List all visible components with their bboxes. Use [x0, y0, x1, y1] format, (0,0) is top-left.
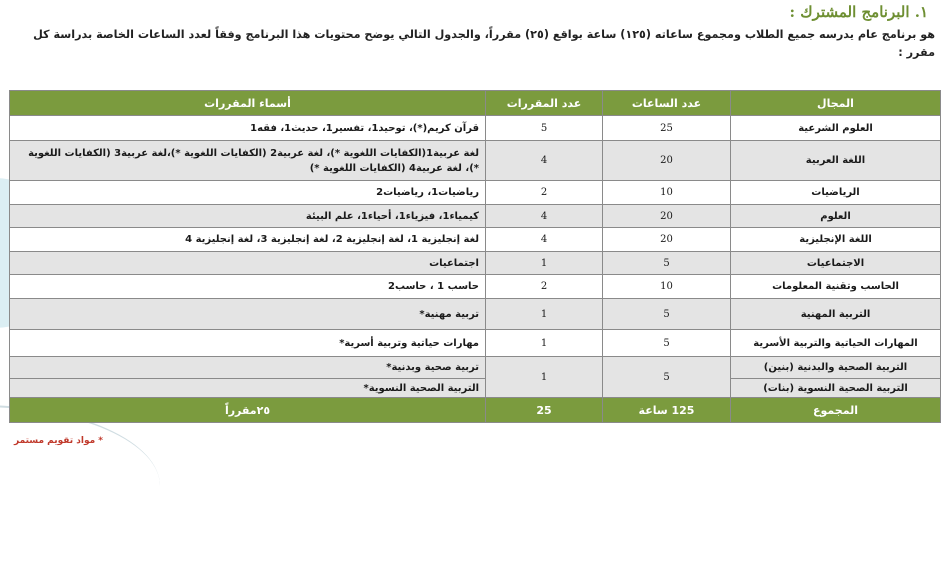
field-cell-boys: التربية الصحية والبدنية (بنين) [731, 357, 941, 379]
count-cell: 4 [486, 205, 603, 228]
field-cell: العلوم [731, 205, 941, 228]
courses-cell-girls: التربية الصحية النسوية* [10, 379, 486, 398]
hours-cell: 25 [603, 116, 731, 141]
courses-cell: لغة عربية1(الكفايات اللغوية *)، لغة عربية2 (الكفايات اللغوية *)،لغة عربية3 (الكفايات اللغوية *)، لغة عربية4 (الكفايات اللغوية *) [10, 141, 486, 181]
courses-cell: رياضيات1، رياضيات2 [10, 181, 486, 205]
table-row [10, 330, 941, 357]
hours-cell: 5 [603, 330, 731, 357]
count-cell: 1 [486, 299, 603, 330]
courses-cell: اجتماعيات [10, 252, 486, 275]
section-heading: ١. البرنامج المشترك : [789, 3, 928, 21]
table-row [10, 228, 941, 252]
table-row [10, 275, 941, 299]
count-cell: 1 [486, 357, 603, 398]
table-row [10, 205, 941, 228]
field-cell: التربية المهنية [731, 299, 941, 330]
total-hours: 125 ساعة [603, 398, 731, 423]
table-row [10, 299, 941, 330]
program-table [9, 90, 941, 423]
header-field: المجال [731, 91, 941, 116]
table-row [10, 252, 941, 275]
total-label: المجموع [731, 398, 941, 423]
count-cell: 5 [486, 116, 603, 141]
total-row [10, 398, 941, 423]
hours-cell: 5 [603, 357, 731, 398]
field-cell: المهارات الحياتية والتربية الأسرية [731, 330, 941, 357]
table-row [10, 141, 941, 181]
hours-cell: 20 [603, 205, 731, 228]
intro-paragraph: هو برنامج عام يدرسه جميع الطلاب ومجموع ساعاته (١٢٥) ساعة بواقع (٢٥) مقرراً، والجدول التالي يوضح محتويات هذا البرنامج وفقاً لعدد الساعات الخاصة بدراسة كل مقرر : [33, 28, 935, 59]
hours-cell: 20 [603, 141, 731, 181]
courses-cell-boys: تربية صحية وبدنية* [10, 357, 486, 379]
table-row [10, 181, 941, 205]
hours-cell: 10 [603, 275, 731, 299]
header-names: أسماء المقررات [10, 91, 486, 116]
count-cell: 4 [486, 141, 603, 181]
table-row [10, 116, 941, 141]
count-cell: 4 [486, 228, 603, 252]
count-cell: 2 [486, 275, 603, 299]
hours-cell: 5 [603, 252, 731, 275]
table-header-row [10, 91, 941, 116]
table-row [10, 357, 941, 379]
courses-cell: كيمياء1، فيزياء1، أحياء1، علم البيئة [10, 205, 486, 228]
hours-cell: 10 [603, 181, 731, 205]
field-cell: العلوم الشرعية [731, 116, 941, 141]
header-hours: عدد الساعات [603, 91, 731, 116]
footnote: * مواد تقويم مستمر [14, 436, 103, 446]
field-cell: الحاسب وتقنية المعلومات [731, 275, 941, 299]
decorative-arc [0, 405, 160, 567]
courses-cell: قرآن كريم(*)، توحيد1، تفسير1، حديث1، فقه1 [10, 116, 486, 141]
courses-cell: لغة إنجليزية 1، لغة إنجليزية 2، لغة إنجليزية 3، لغة إنجليزية 4 [10, 228, 486, 252]
courses-cell: حاسب 1 ، حاسب2 [10, 275, 486, 299]
total-names: ٢٥مقرراً [10, 398, 486, 423]
hours-cell: 20 [603, 228, 731, 252]
header-count: عدد المقررات [486, 91, 603, 116]
field-cell-girls: التربية الصحية النسوية (بنات) [731, 379, 941, 398]
hours-cell: 5 [603, 299, 731, 330]
count-cell: 1 [486, 252, 603, 275]
courses-cell: تربية مهنية* [10, 299, 486, 330]
count-cell: 1 [486, 330, 603, 357]
field-cell: اللغة العربية [731, 141, 941, 181]
table-row [10, 379, 941, 398]
courses-cell: مهارات حياتية وتربية أسرية* [10, 330, 486, 357]
field-cell: الاجتماعيات [731, 252, 941, 275]
count-cell: 2 [486, 181, 603, 205]
total-count: 25 [486, 398, 603, 423]
field-cell: اللغة الإنجليزية [731, 228, 941, 252]
field-cell: الرياضيات [731, 181, 941, 205]
